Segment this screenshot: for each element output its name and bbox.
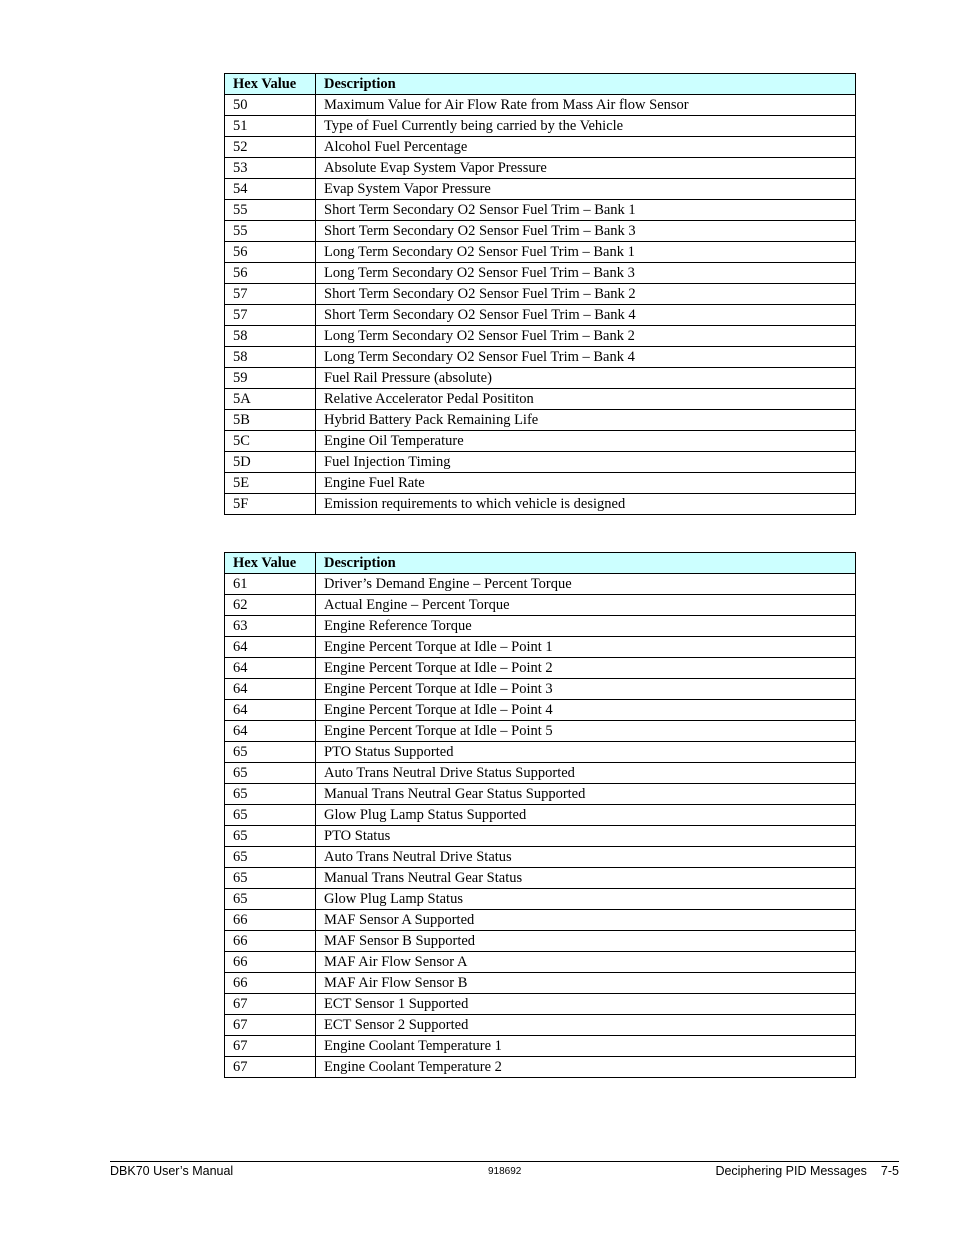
footer-page-number: 7-5 <box>880 1164 899 1178</box>
table-row <box>225 847 856 868</box>
description-cell: Driver’s Demand Engine – Percent Torque <box>316 574 856 595</box>
table-row <box>225 158 856 179</box>
description-cell: Engine Coolant Temperature 1 <box>316 1036 856 1057</box>
description-header: Description <box>316 553 856 574</box>
hex-value-cell: 65 <box>225 826 316 847</box>
table-row <box>225 200 856 221</box>
table-row <box>225 784 856 805</box>
table-row <box>225 431 856 452</box>
hex-value-cell: 67 <box>225 994 316 1015</box>
description-cell: Maximum Value for Air Flow Rate from Mass Air flow Sensor <box>316 95 856 116</box>
hex-value-cell: 50 <box>225 95 316 116</box>
table-row <box>225 595 856 616</box>
table-row <box>225 326 856 347</box>
hex-value-cell: 64 <box>225 721 316 742</box>
description-cell: Manual Trans Neutral Gear Status <box>316 868 856 889</box>
description-cell: Auto Trans Neutral Drive Status <box>316 847 856 868</box>
table-row <box>225 910 856 931</box>
hex-value-cell: 58 <box>225 347 316 368</box>
description-cell: Engine Percent Torque at Idle – Point 4 <box>316 700 856 721</box>
hex-value-cell: 58 <box>225 326 316 347</box>
pid-table-61-67 <box>224 552 856 1078</box>
hex-value-cell: 53 <box>225 158 316 179</box>
description-cell: MAF Air Flow Sensor B <box>316 973 856 994</box>
description-cell: Engine Reference Torque <box>316 616 856 637</box>
hex-value-cell: 54 <box>225 179 316 200</box>
table-row <box>225 263 856 284</box>
hex-value-header: Hex Value <box>225 74 316 95</box>
description-cell: Engine Percent Torque at Idle – Point 1 <box>316 637 856 658</box>
description-cell: Auto Trans Neutral Drive Status Supported <box>316 763 856 784</box>
table-row <box>225 616 856 637</box>
table-row <box>225 679 856 700</box>
table-row <box>225 721 856 742</box>
table-row <box>225 389 856 410</box>
description-header: Description <box>316 74 856 95</box>
hex-value-cell: 57 <box>225 284 316 305</box>
description-cell: Long Term Secondary O2 Sensor Fuel Trim – Bank 1 <box>316 242 856 263</box>
hex-value-cell: 65 <box>225 847 316 868</box>
description-cell: Glow Plug Lamp Status Supported <box>316 805 856 826</box>
table-body <box>225 574 856 1078</box>
hex-value-cell: 57 <box>225 305 316 326</box>
footer-divider <box>110 1161 899 1162</box>
table-row <box>225 826 856 847</box>
description-cell: MAF Sensor A Supported <box>316 910 856 931</box>
hex-value-cell: 5D <box>225 452 316 473</box>
description-cell: Short Term Secondary O2 Sensor Fuel Trim – Bank 4 <box>316 305 856 326</box>
hex-value-cell: 66 <box>225 952 316 973</box>
description-cell: ECT Sensor 2 Supported <box>316 1015 856 1036</box>
table-row <box>225 284 856 305</box>
hex-value-cell: 5E <box>225 473 316 494</box>
table-header-row <box>225 74 856 95</box>
hex-value-cell: 65 <box>225 868 316 889</box>
hex-value-cell: 56 <box>225 263 316 284</box>
table-row <box>225 889 856 910</box>
hex-value-cell: 5A <box>225 389 316 410</box>
description-cell: Engine Percent Torque at Idle – Point 2 <box>316 658 856 679</box>
description-cell: Fuel Injection Timing <box>316 452 856 473</box>
hex-value-cell: 65 <box>225 805 316 826</box>
hex-value-cell: 55 <box>225 221 316 242</box>
table-row <box>225 1036 856 1057</box>
table-row <box>225 494 856 515</box>
description-cell: MAF Air Flow Sensor A <box>316 952 856 973</box>
hex-value-cell: 65 <box>225 742 316 763</box>
description-cell: ECT Sensor 1 Supported <box>316 994 856 1015</box>
table-row <box>225 658 856 679</box>
table-row <box>225 347 856 368</box>
description-cell: Absolute Evap System Vapor Pressure <box>316 158 856 179</box>
hex-value-cell: 59 <box>225 368 316 389</box>
hex-value-cell: 64 <box>225 700 316 721</box>
hex-value-cell: 65 <box>225 889 316 910</box>
description-cell: PTO Status <box>316 826 856 847</box>
description-cell: Long Term Secondary O2 Sensor Fuel Trim – Bank 3 <box>316 263 856 284</box>
description-cell: Short Term Secondary O2 Sensor Fuel Trim – Bank 2 <box>316 284 856 305</box>
table-row <box>225 763 856 784</box>
hex-value-cell: 55 <box>225 200 316 221</box>
footer-section <box>715 1164 899 1178</box>
description-cell: Relative Accelerator Pedal Posititon <box>316 389 856 410</box>
hex-value-cell: 66 <box>225 910 316 931</box>
table-row <box>225 637 856 658</box>
table-row <box>225 242 856 263</box>
table-row <box>225 994 856 1015</box>
description-cell: Engine Coolant Temperature 2 <box>316 1057 856 1078</box>
table-row <box>225 700 856 721</box>
table-row <box>225 1057 856 1078</box>
table-body <box>225 95 856 515</box>
description-cell: Long Term Secondary O2 Sensor Fuel Trim – Bank 4 <box>316 347 856 368</box>
hex-value-cell: 51 <box>225 116 316 137</box>
hex-value-cell: 62 <box>225 595 316 616</box>
description-cell: Engine Percent Torque at Idle – Point 5 <box>316 721 856 742</box>
hex-value-cell: 5F <box>225 494 316 515</box>
hex-value-cell: 67 <box>225 1057 316 1078</box>
table-row <box>225 1015 856 1036</box>
hex-value-cell: 5C <box>225 431 316 452</box>
table-header-row <box>225 553 856 574</box>
hex-value-header: Hex Value <box>225 553 316 574</box>
table-row <box>225 452 856 473</box>
table-row <box>225 410 856 431</box>
footer-manual-title: DBK70 User’s Manual <box>110 1164 234 1178</box>
description-cell: Engine Percent Torque at Idle – Point 3 <box>316 679 856 700</box>
table-row <box>225 742 856 763</box>
description-cell: Type of Fuel Currently being carried by the Vehicle <box>316 116 856 137</box>
description-cell: Short Term Secondary O2 Sensor Fuel Trim – Bank 3 <box>316 221 856 242</box>
table-row <box>225 305 856 326</box>
table-row <box>225 473 856 494</box>
description-cell: Alcohol Fuel Percentage <box>316 137 856 158</box>
hex-value-cell: 67 <box>225 1036 316 1057</box>
table-row <box>225 221 856 242</box>
description-cell: Long Term Secondary O2 Sensor Fuel Trim – Bank 2 <box>316 326 856 347</box>
hex-value-cell: 63 <box>225 616 316 637</box>
table-row <box>225 137 856 158</box>
description-cell: PTO Status Supported <box>316 742 856 763</box>
hex-value-cell: 56 <box>225 242 316 263</box>
table-row <box>225 952 856 973</box>
description-cell: Short Term Secondary O2 Sensor Fuel Trim – Bank 1 <box>316 200 856 221</box>
hex-value-cell: 52 <box>225 137 316 158</box>
hex-value-cell: 66 <box>225 973 316 994</box>
description-cell: Emission requirements to which vehicle is designed <box>316 494 856 515</box>
table-row <box>225 368 856 389</box>
hex-value-cell: 65 <box>225 784 316 805</box>
description-cell: Evap System Vapor Pressure <box>316 179 856 200</box>
hex-value-cell: 64 <box>225 658 316 679</box>
hex-value-cell: 66 <box>225 931 316 952</box>
table-row <box>225 116 856 137</box>
footer-section-title: Deciphering PID Messages <box>715 1164 867 1178</box>
pid-table-50-5f <box>224 73 856 515</box>
hex-value-cell: 5B <box>225 410 316 431</box>
description-cell: Fuel Rail Pressure (absolute) <box>316 368 856 389</box>
hex-value-cell: 64 <box>225 679 316 700</box>
hex-value-cell: 65 <box>225 763 316 784</box>
footer-document-number: 918692 <box>488 1166 522 1177</box>
description-cell: Actual Engine – Percent Torque <box>316 595 856 616</box>
table-row <box>225 95 856 116</box>
description-cell: Hybrid Battery Pack Remaining Life <box>316 410 856 431</box>
hex-value-cell: 64 <box>225 637 316 658</box>
description-cell: Engine Oil Temperature <box>316 431 856 452</box>
table-row <box>225 574 856 595</box>
hex-value-cell: 61 <box>225 574 316 595</box>
table-row <box>225 931 856 952</box>
description-cell: Engine Fuel Rate <box>316 473 856 494</box>
description-cell: MAF Sensor B Supported <box>316 931 856 952</box>
table-row <box>225 805 856 826</box>
hex-value-cell: 67 <box>225 1015 316 1036</box>
table-row <box>225 179 856 200</box>
table-row <box>225 973 856 994</box>
table-row <box>225 868 856 889</box>
description-cell: Manual Trans Neutral Gear Status Supported <box>316 784 856 805</box>
description-cell: Glow Plug Lamp Status <box>316 889 856 910</box>
